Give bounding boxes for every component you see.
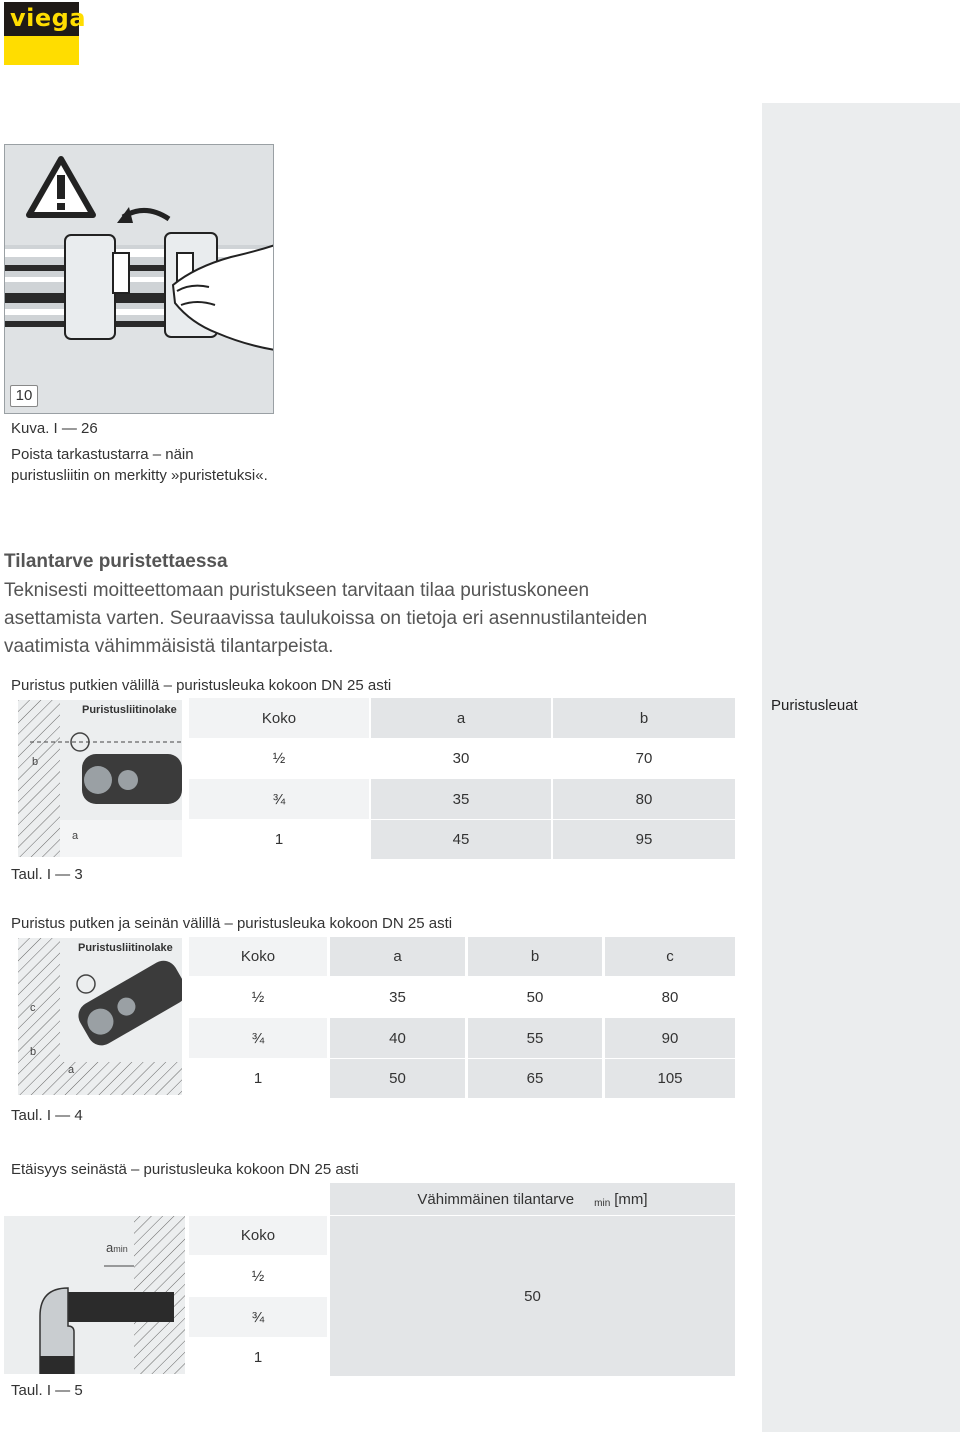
figure-caption-line2: puristusliitin on merkitty »puristetuksi«. <box>11 467 268 484</box>
table1-dim-a: a <box>72 830 79 842</box>
paragraph-line: vaatimista vähimmäisistä tilantarpeista. <box>4 636 334 657</box>
table3-caption: Taul. I — 5 <box>11 1382 83 1399</box>
table1-cell: ½ <box>189 739 369 778</box>
table1-cell: 35 <box>371 779 551 819</box>
table3-header-main <box>330 1183 735 1215</box>
table1-cell: 1 <box>189 820 369 859</box>
table2-cell: 1 <box>189 1059 327 1098</box>
table1-title: Puristus putkien välillä – puristusleuka kokoon DN 25 asti <box>11 677 392 694</box>
figure-caption-line1: Poista tarkastustarra – näin <box>11 446 194 463</box>
table1-drawing <box>18 700 182 857</box>
table1-cell: 80 <box>553 779 735 819</box>
table2-header-cell: a <box>330 937 465 976</box>
viega-logo <box>4 2 87 65</box>
table3-header-sub: min <box>594 1197 611 1209</box>
table3-header-main-text: Vähimmäinen tilantarve <box>417 1190 575 1208</box>
table1-header-cell: a <box>371 698 551 738</box>
table2-cell: 50 <box>330 1059 465 1098</box>
table1-dim-b: b <box>32 756 39 768</box>
table3-drawing-label-main: a <box>106 1240 114 1255</box>
press-fitting-illustration <box>5 145 274 414</box>
table2-cell: ½ <box>189 977 327 1017</box>
figure-caption-title: Kuva. I — 26 <box>11 420 98 437</box>
paragraph-line: Teknisesti moitteettomaan puristukseen tarvitaan tilaa puristuskoneen <box>4 580 590 601</box>
table2-cell: 65 <box>468 1059 602 1098</box>
table2-cell: 80 <box>605 977 735 1017</box>
table2-header-cell: c <box>605 937 735 976</box>
table3-drawing-label-sub: min <box>113 1244 128 1254</box>
table1-header-cell: Koko <box>189 698 369 738</box>
table2-cell: 105 <box>605 1059 735 1098</box>
warning-icon <box>29 159 93 215</box>
figure-number: 10 <box>10 385 38 407</box>
table2-cell: 90 <box>605 1018 735 1058</box>
table1-cell: ¾ <box>189 779 369 819</box>
table3-size-cell: ½ <box>189 1256 327 1296</box>
table1-cell: 45 <box>371 820 551 859</box>
table3-value-cell: 50 <box>330 1216 735 1376</box>
table2-drawing-label: Puristusliitinolake <box>78 942 173 954</box>
sidebar-panel <box>762 103 960 1432</box>
table3-header-unit: [mm] <box>614 1190 648 1208</box>
table2-cell: 55 <box>468 1018 602 1058</box>
table2-drawing <box>18 938 182 1095</box>
table2-cell: 35 <box>330 977 465 1017</box>
table3-size-cell: 1 <box>189 1338 327 1376</box>
paragraph-line: asettamista varten. Seuraavissa taulukoissa on tietoja eri asennustilanteiden <box>4 608 648 629</box>
table1-cell: 30 <box>371 739 551 778</box>
table2-header-cell: Koko <box>189 937 327 976</box>
table1-header-cell: b <box>553 698 735 738</box>
table2-dim-b: b <box>30 1046 37 1058</box>
figure-press-fitting <box>4 144 274 414</box>
table1-cell: 95 <box>553 820 735 859</box>
table1-drawing-label: Puristusliitinolake <box>82 704 177 716</box>
table2-caption: Taul. I — 4 <box>11 1107 83 1124</box>
table2-cell: 50 <box>468 977 602 1017</box>
table2-dim-c: c <box>30 1002 36 1014</box>
table3-size-cell: ¾ <box>189 1297 327 1337</box>
table1-cell: 70 <box>553 739 735 778</box>
section-paragraph <box>4 577 744 661</box>
table2-header-cell: b <box>468 937 602 976</box>
table2-title: Puristus putken ja seinän välillä – puristusleuka kokoon DN 25 asti <box>11 915 453 932</box>
section-title: Tilantarve puristettaessa <box>4 551 228 572</box>
table3-drawing-label <box>106 1240 128 1255</box>
table2-cell: ¾ <box>189 1018 327 1058</box>
table1-caption: Taul. I — 3 <box>11 866 83 883</box>
table3-size-header: Koko <box>189 1216 327 1255</box>
sidebar-label: Puristusleuat <box>771 697 858 714</box>
table3-drawing <box>4 1216 185 1374</box>
table2-dim-a: a <box>68 1064 75 1076</box>
table2-cell: 40 <box>330 1018 465 1058</box>
logo-wordmark: viega <box>10 4 87 32</box>
table3-title: Etäisyys seinästä – puristusleuka kokoon DN 25 asti <box>11 1161 359 1178</box>
